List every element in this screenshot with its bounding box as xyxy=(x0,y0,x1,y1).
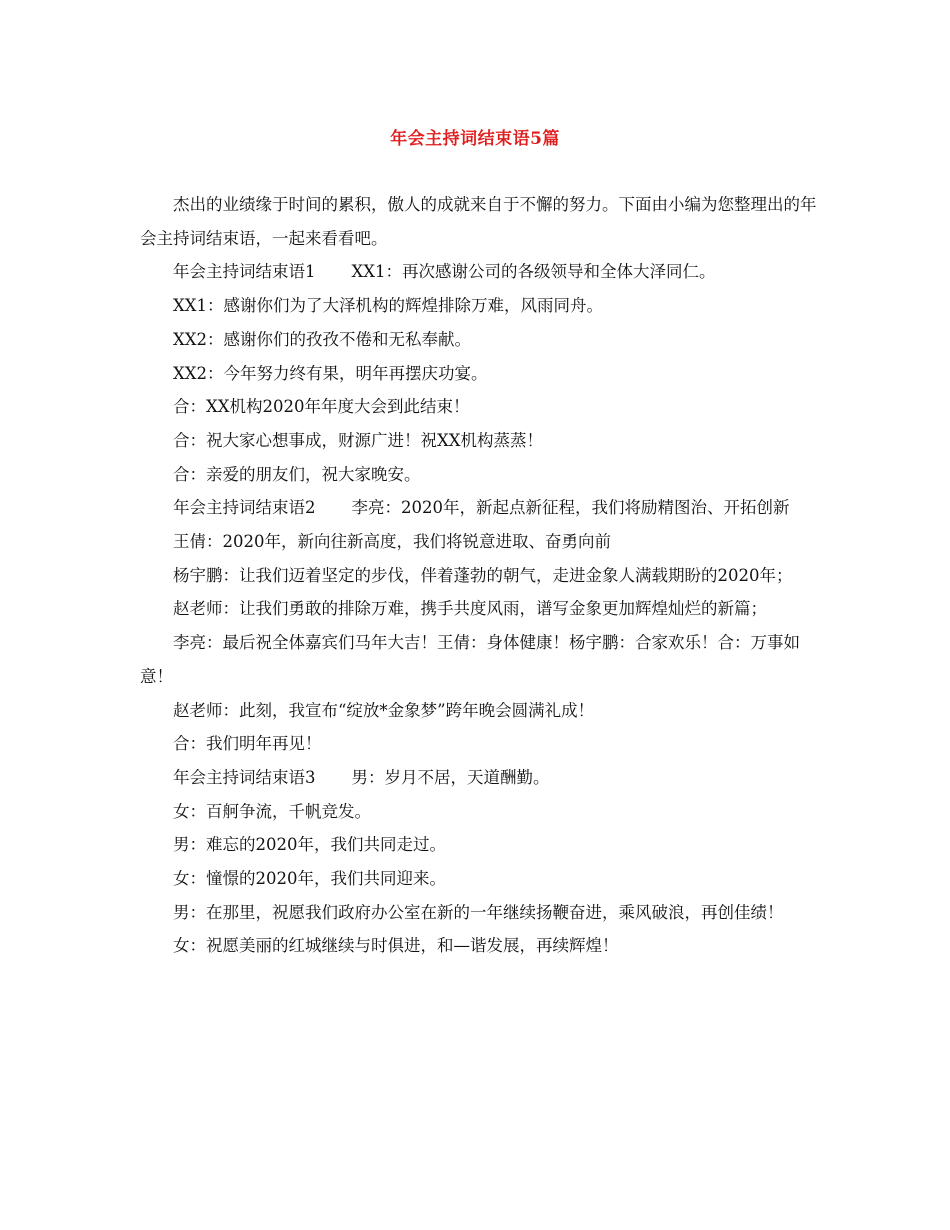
paragraph-text: 杨宇鹏：让我们迈着坚定的步伐，伴着蓬勃的朝气，走进金象人满载期盼的2020年； xyxy=(173,565,793,585)
paragraph-text: 李亮：最后祝全体嘉宾们马年大吉！王倩：身体健康！杨宇鹏：合家欢乐！合：万事如意！ xyxy=(140,633,800,686)
paragraph-text: XX2：今年努力终有果，明年再摆庆功宴。 xyxy=(173,363,488,383)
paragraph xyxy=(140,458,830,492)
document-body xyxy=(140,188,830,963)
paragraph xyxy=(140,626,830,693)
paragraph xyxy=(140,828,830,862)
paragraph xyxy=(140,694,830,728)
paragraph-text: 李亮：2020年，新起点新征程，我们将励精图治、开拓创新 xyxy=(351,498,790,518)
paragraph-text: 男：岁月不居，天道酬勤。 xyxy=(351,767,550,787)
paragraph-text: XX1：再次感谢公司的各级领导和全体大泽同仁。 xyxy=(351,262,716,282)
section-heading: 年会主持词结束语1 xyxy=(173,262,316,282)
paragraph xyxy=(140,727,830,761)
paragraph xyxy=(140,525,830,559)
paragraph xyxy=(140,289,830,323)
paragraph xyxy=(140,862,830,896)
paragraph xyxy=(140,795,830,829)
paragraph xyxy=(140,255,830,289)
paragraph-text: 女：百舸争流，千帆竞发。 xyxy=(173,801,371,821)
paragraph-text: 合：祝大家心想事成，财源广进！祝XX机构蒸蒸！ xyxy=(173,430,543,450)
paragraph xyxy=(140,761,830,795)
paragraph-text: 王倩：2020年，新向往新高度，我们将锐意进取、奋勇向前 xyxy=(173,532,611,552)
paragraph-text: XX1：感谢你们为了大泽机构的辉煌排除万难，风雨同舟。 xyxy=(173,296,603,316)
paragraph-text: 女：祝愿美丽的红城继续与时俱进，和—谐发展，再续辉煌！ xyxy=(173,936,619,956)
paragraph xyxy=(140,323,830,357)
paragraph xyxy=(140,424,830,458)
paragraph-text: XX2：感谢你们的孜孜不倦和无私奉献。 xyxy=(173,329,471,349)
paragraph xyxy=(140,188,830,255)
paragraph-text: 合：我们明年再见！ xyxy=(173,734,322,754)
section-heading: 年会主持词结束语3 xyxy=(173,767,316,787)
document-title: 年会主持词结束语5篇 xyxy=(390,129,560,149)
paragraph xyxy=(140,357,830,391)
paragraph-text: 女：憧憬的2020年，我们共同迎来。 xyxy=(173,869,446,889)
paragraph-text: 男：难忘的2020年，我们共同走过。 xyxy=(173,835,446,855)
paragraph-text: 赵老师：让我们勇敢的排除万难，携手共度风雨，谱写金象更加辉煌灿烂的新篇； xyxy=(173,599,767,619)
paragraph xyxy=(140,491,830,525)
section-heading: 年会主持词结束语2 xyxy=(173,498,316,518)
paragraph-text: 合：XX机构2020年年度大会到此结束！ xyxy=(173,397,470,417)
paragraph xyxy=(140,929,830,963)
paragraph xyxy=(140,592,830,626)
paragraph xyxy=(140,390,830,424)
paragraph-text: 赵老师：此刻，我宣布“绽放*金象梦”跨年晚会圆满礼成！ xyxy=(173,700,595,720)
paragraph xyxy=(140,896,830,930)
paragraph-text: 合：亲爱的朋友们，祝大家晚安。 xyxy=(173,464,421,484)
paragraph-text: 男：在那里，祝愿我们政府办公室在新的一年继续扬鞭奋进，乘风破浪，再创佳绩！ xyxy=(173,902,784,922)
paragraph-text: 杰出的业绩缘于时间的累积，傲人的成就来自于不懈的努力。下面由小编为您整理出的年会主持词结束语，一起来看看吧。 xyxy=(140,195,817,248)
paragraph xyxy=(140,559,830,593)
